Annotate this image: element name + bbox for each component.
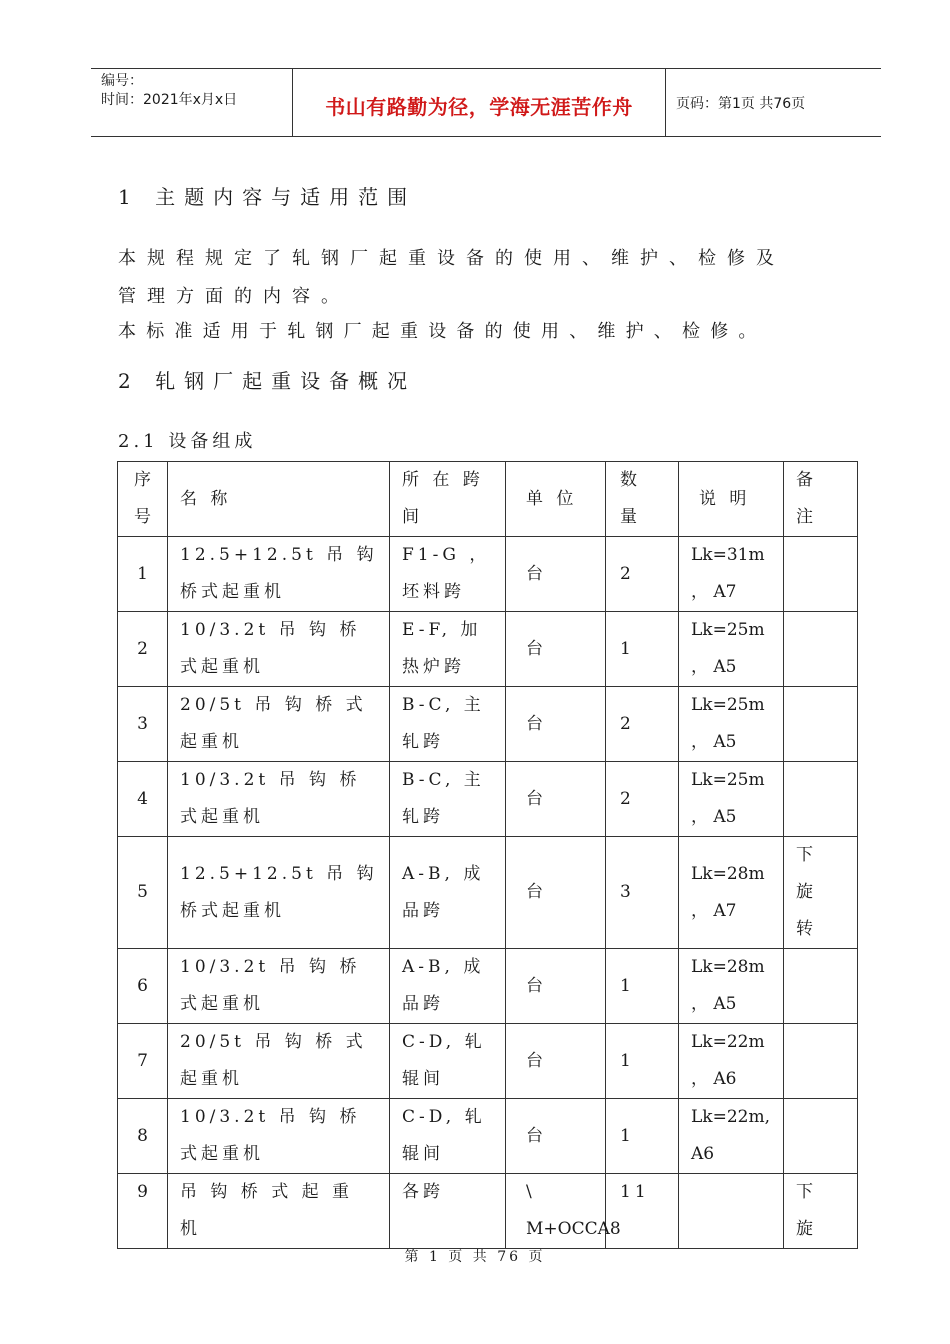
row-no: 8	[118, 1099, 168, 1174]
row-no: 3	[118, 687, 168, 762]
row-span: E-F, 加 热炉跨	[390, 612, 506, 687]
row-name: 10/3.2t 吊 钩 桥 式起重机	[168, 612, 390, 687]
page-header	[91, 68, 881, 137]
header-page-cell	[666, 69, 881, 136]
row-span: 各跨	[390, 1174, 506, 1249]
header-motto-cell	[293, 69, 666, 136]
table-row	[118, 762, 858, 837]
row-span: F1-G ， 坯料跨	[390, 537, 506, 612]
number-label: 编号：	[101, 73, 143, 89]
row-qty: 1	[606, 949, 679, 1024]
row-remark	[784, 762, 858, 837]
page-info: 页码：第1页 共76页	[676, 96, 806, 112]
row-remark	[784, 687, 858, 762]
row-desc: Lk=22m ， A6	[679, 1024, 784, 1099]
header-name: 名 称	[168, 462, 390, 537]
table-row	[118, 1174, 858, 1249]
table-row	[118, 837, 858, 949]
row-unit: 台	[506, 762, 606, 837]
header-qty: 数 量	[606, 462, 679, 537]
section1-para1-line2: 管理方面的内容。	[118, 286, 350, 307]
row-desc: Lk=28m ， A5	[679, 949, 784, 1024]
row-remark	[784, 1099, 858, 1174]
row-qty: 1	[606, 612, 679, 687]
row-qty: 2	[606, 762, 679, 837]
row-desc: Lk=22m, A6	[679, 1099, 784, 1174]
row-no: 4	[118, 762, 168, 837]
page-footer: 第 1 页 共 76 页	[404, 1249, 546, 1265]
table-row	[118, 537, 858, 612]
row-unit: 台	[506, 1099, 606, 1174]
section2-heading: 2 轧钢厂起重设备概况	[118, 369, 417, 393]
row-span: C-D, 轧 辊间	[390, 1099, 506, 1174]
row-name: 吊 钩 桥 式 起 重 机	[168, 1174, 390, 1249]
table-row	[118, 1099, 858, 1174]
row-name: 10/3.2t 吊 钩 桥 式起重机	[168, 1099, 390, 1174]
row-no: 7	[118, 1024, 168, 1099]
row-desc: Lk=31m ， A7	[679, 537, 784, 612]
row-span: A-B, 成 品跨	[390, 837, 506, 949]
header-unit: 单 位	[506, 462, 606, 537]
row-desc: Lk=28m ， A7	[679, 837, 784, 949]
row-qty: 1	[606, 1024, 679, 1099]
section1-heading: 1 主题内容与适用范围	[118, 185, 417, 209]
row-qty: 1	[606, 1099, 679, 1174]
row-desc: Lk=25m ， A5	[679, 612, 784, 687]
table-row	[118, 1024, 858, 1099]
row-span: B-C, 主 轧跨	[390, 687, 506, 762]
row-unit: 台	[506, 949, 606, 1024]
row-remark: 下 旋	[784, 1174, 858, 1249]
row-name: 12.5+12.5t 吊 钩 桥式起重机	[168, 537, 390, 612]
row-no: 5	[118, 837, 168, 949]
row-desc	[679, 1174, 784, 1249]
table-row	[118, 687, 858, 762]
row-name: 20/5t 吊 钩 桥 式 起重机	[168, 1024, 390, 1099]
row-qty: 11	[606, 1174, 679, 1249]
row-desc: Lk=25m ， A5	[679, 687, 784, 762]
row-name: 12.5+12.5t 吊 钩 桥式起重机	[168, 837, 390, 949]
row-span: B-C, 主 轧跨	[390, 762, 506, 837]
row-unit: 台	[506, 837, 606, 949]
row-remark	[784, 612, 858, 687]
row-span: C-D, 轧 辊间	[390, 1024, 506, 1099]
section1-para1-line1: 本规程规定了轧钢厂起重设备的使用、维护、检修及	[118, 248, 785, 269]
header-span: 所 在 跨 间	[390, 462, 506, 537]
section1-para2: 本标准适用于轧钢厂起重设备的使用、维护、检修。	[118, 321, 767, 342]
row-remark: 下 旋 转	[784, 837, 858, 949]
row-unit: 台	[506, 1024, 606, 1099]
row-remark	[784, 1024, 858, 1099]
row-no: 1	[118, 537, 168, 612]
row-qty: 2	[606, 687, 679, 762]
header-no: 序 号	[118, 462, 168, 537]
table-header-row	[118, 462, 858, 537]
motto-text: 书山有路勤为径，学海无涯苦作舟	[325, 95, 633, 119]
header-remark: 备 注	[784, 462, 858, 537]
row-no: 2	[118, 612, 168, 687]
row-unit: 台	[506, 687, 606, 762]
row-name: 20/5t 吊 钩 桥 式 起重机	[168, 687, 390, 762]
row-qty: 2	[606, 537, 679, 612]
row-desc: Lk=25m ， A5	[679, 762, 784, 837]
row-name: 10/3.2t 吊 钩 桥 式起重机	[168, 762, 390, 837]
row-unit: 台	[506, 612, 606, 687]
row-unit: 台	[506, 537, 606, 612]
table-row	[118, 612, 858, 687]
row-no: 6	[118, 949, 168, 1024]
row-name: 10/3.2t 吊 钩 桥 式起重机	[168, 949, 390, 1024]
row-no: 9	[118, 1174, 168, 1249]
equipment-table	[117, 461, 858, 1249]
table-row	[118, 949, 858, 1024]
row-unit: \ M+OCCA8	[506, 1174, 606, 1249]
row-remark	[784, 537, 858, 612]
row-qty: 3	[606, 837, 679, 949]
header-desc: 说 明	[679, 462, 784, 537]
time-label: 时间：2021年x月x日	[101, 92, 238, 108]
section2-sub-heading: 2.1 设备组成	[118, 431, 257, 452]
header-meta-cell	[91, 69, 293, 136]
row-remark	[784, 949, 858, 1024]
row-span: A-B, 成 品跨	[390, 949, 506, 1024]
